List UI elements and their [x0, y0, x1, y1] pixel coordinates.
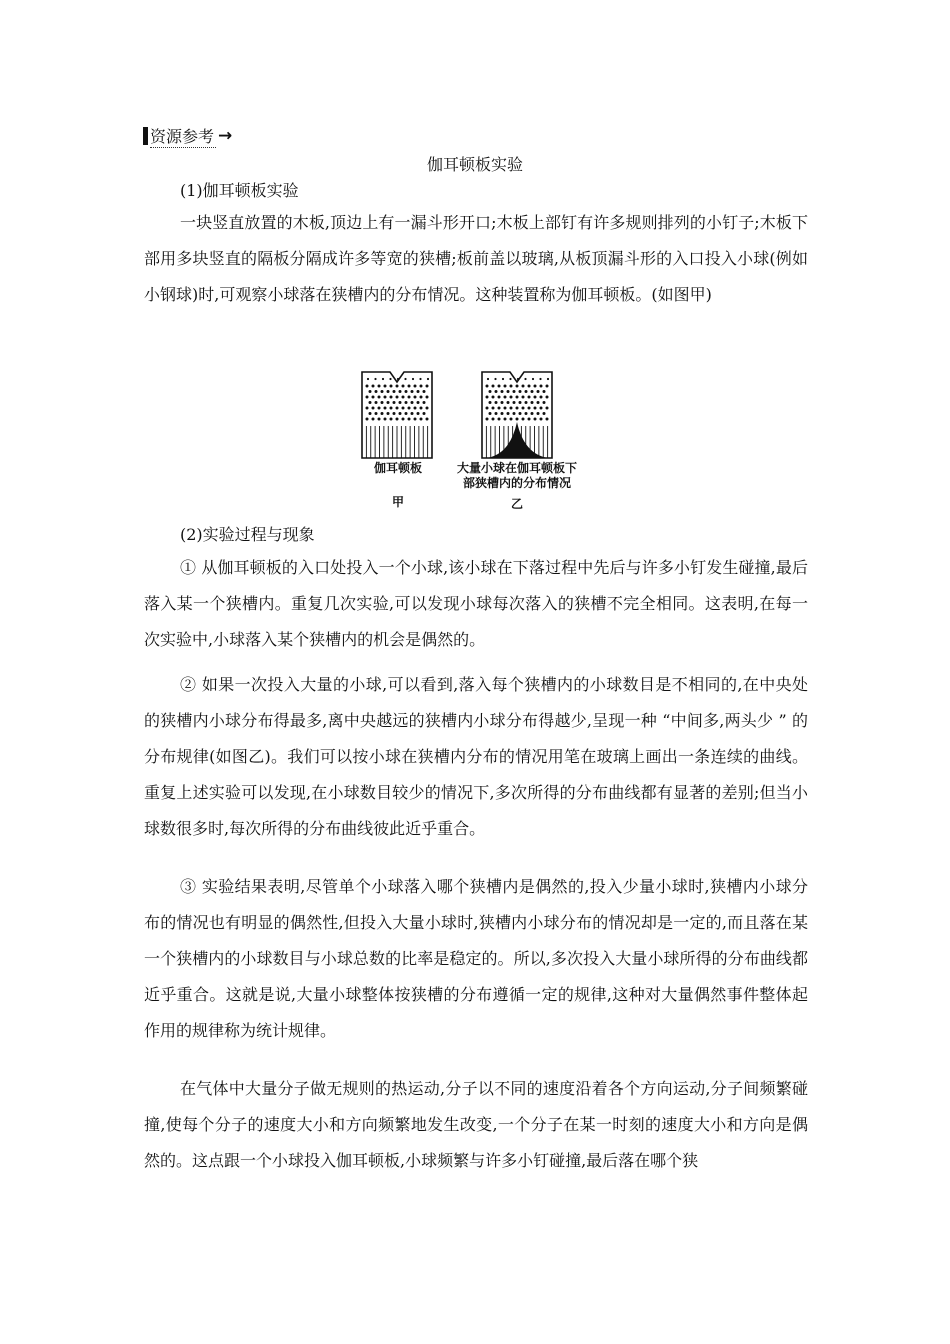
peg-dot: [402, 385, 405, 388]
right-caption-line2: 部狭槽内的分布情况: [462, 476, 571, 490]
peg-dot: [372, 407, 375, 410]
peg-dot: [486, 418, 489, 421]
peg-dot: [396, 407, 399, 410]
peg-dot: [381, 390, 384, 393]
peg-dot: [543, 412, 546, 415]
peg-dot: [528, 396, 531, 399]
right-label: 乙: [510, 497, 523, 511]
peg-dot: [519, 390, 522, 393]
peg-dot: [408, 407, 411, 410]
peg-dot: [408, 396, 411, 399]
peg-dot: [396, 396, 399, 399]
peg-dot: [411, 412, 414, 415]
peg-dot: [372, 418, 375, 421]
peg-dot: [507, 401, 510, 404]
peg-dot: [414, 407, 417, 410]
peg-dot: [540, 418, 543, 421]
peg-dot: [501, 390, 504, 393]
section2-heading: (2)实验过程与现象: [180, 525, 315, 544]
peg-dot: [411, 390, 414, 393]
peg-dot: [423, 412, 426, 415]
peg-dot: [417, 401, 420, 404]
peg-dot: [507, 390, 510, 393]
peg-dot: [384, 396, 387, 399]
peg-dot: [378, 396, 381, 399]
peg-dot: [498, 396, 501, 399]
peg-dot: [528, 418, 531, 421]
peg-dot: [420, 418, 423, 421]
peg-dot: [537, 412, 540, 415]
peg-dot: [504, 396, 507, 399]
peg-dot: [531, 412, 534, 415]
peg-dot: [420, 385, 423, 388]
peg-dot: [525, 412, 528, 415]
peg-dot: [543, 401, 546, 404]
peg-dot: [426, 407, 429, 410]
peg-dot: [498, 385, 501, 388]
left-caption: 伽耳顿板: [373, 461, 422, 475]
peg-dot: [547, 378, 549, 380]
section2-paragraph-3: ③ 实验结果表明,尽管单个小球落入哪个狭槽内是偶然的,投入少量小球时,狭槽内小球分布的情况也有明显的偶然性,但投入大量小球时,狭槽内小球分布的情况却是一定的,而且落在某一个狭槽内的小球数目与小球总数的比率是稳定的。所以,多次投入大量小球所得的分布曲线都近乎重合。这就是说,大量小球整体按狭槽的分布遵循一定的规律,这种对大量偶然事件整体起作用的规律称为统计规律。: [144, 877, 808, 1040]
peg-dot: [492, 396, 495, 399]
peg-dot: [507, 412, 510, 415]
peg-dot: [384, 418, 387, 421]
peg-dot: [378, 407, 381, 410]
peg-dot: [546, 385, 549, 388]
peg-dot: [525, 390, 528, 393]
peg-dot: [420, 396, 423, 399]
peg-dot: [510, 385, 513, 388]
peg-dot: [516, 385, 519, 388]
peg-dot: [534, 418, 537, 421]
peg-dot: [375, 390, 378, 393]
peg-dot: [399, 412, 402, 415]
peg-dot: [399, 390, 402, 393]
peg-dot: [522, 396, 525, 399]
peg-dot: [412, 378, 414, 380]
peg-dot: [486, 407, 489, 410]
peg-dot: [397, 378, 399, 380]
peg-dot: [387, 412, 390, 415]
peg-dot: [414, 418, 417, 421]
peg-dot: [393, 401, 396, 404]
section2-paragraph-1: ① 从伽耳顿板的入口处投入一个小球,该小球在下落过程中先后与许多小钉发生碰撞,最后落入某一个狭槽内。重复几次实验,可以发现小球每次落入的狭槽不完全相同。这表明,在每一次实验中,小球落入某个狭槽内的机会是偶然的。: [144, 558, 808, 649]
peg-dot: [414, 385, 417, 388]
section2-paragraph-2: ② 如果一次投入大量的小球,可以看到,落入每个狭槽内的小球数目是不相同的,在中央处的狭槽内小球分布得最多,离中央越远的狭槽内小球分布得越少,呈现一种 “中间多,两头少 ” 的分布规律(如图乙)。我们可以按小球在狭槽内分布的情况用笔在玻璃上画出一条连续的曲线。重复上述实验可以发现,在小球数目较少的情况下,多次所得的分布曲线都有显著的差别;但当小球数很多时,每次所得的分布曲线彼此近乎重合。: [144, 675, 808, 838]
header-bar: [143, 127, 148, 145]
peg-dot: [408, 418, 411, 421]
peg-dot: [534, 385, 537, 388]
peg-dot: [372, 385, 375, 388]
peg-dot: [381, 412, 384, 415]
peg-dot: [537, 390, 540, 393]
peg-dot: [393, 412, 396, 415]
peg-dot: [504, 385, 507, 388]
peg-dot: [492, 385, 495, 388]
peg-dot: [492, 418, 495, 421]
peg-dot: [510, 396, 513, 399]
peg-dot: [528, 407, 531, 410]
peg-dot: [513, 401, 516, 404]
peg-dot: [516, 396, 519, 399]
peg-dot: [509, 378, 511, 380]
peg-dot: [408, 385, 411, 388]
peg-dot: [426, 396, 429, 399]
peg-dot: [405, 401, 408, 404]
peg-dot: [396, 385, 399, 388]
peg-dot: [420, 407, 423, 410]
peg-dot: [423, 390, 426, 393]
peg-dot: [405, 390, 408, 393]
peg-dot: [510, 407, 513, 410]
galton-board-left: [362, 372, 432, 458]
peg-dot: [405, 412, 408, 415]
peg-dot: [402, 407, 405, 410]
peg-dot: [524, 378, 526, 380]
peg-dot: [367, 378, 369, 380]
peg-dot: [426, 418, 429, 421]
peg-dot: [426, 385, 429, 388]
peg-dot: [375, 412, 378, 415]
peg-dot: [528, 385, 531, 388]
peg-dot: [519, 412, 522, 415]
peg-dot: [504, 418, 507, 421]
peg-dot: [487, 378, 489, 380]
peg-dot: [423, 401, 426, 404]
peg-dot: [489, 412, 492, 415]
peg-dot: [486, 396, 489, 399]
resource-header-label: 资源参考: [150, 124, 216, 148]
peg-dot: [417, 412, 420, 415]
peg-dot: [414, 396, 417, 399]
peg-dot: [517, 378, 519, 380]
peg-dot: [366, 396, 369, 399]
peg-dot: [374, 378, 376, 380]
peg-dot: [486, 385, 489, 388]
peg-dot: [540, 396, 543, 399]
peg-dot: [540, 385, 543, 388]
section2-paragraph-4: 在气体中大量分子做无规则的热运动,分子以不同的速度沿着各个方向运动,分子间频繁碰撞,使每个分子的速度大小和方向频繁地发生改变,一个分子在某一时刻的速度大小和方向是偶然的。这点跟一个小球投入伽耳顿板,小球频繁与许多小钉碰撞,最后落在哪个狭: [144, 1079, 808, 1170]
peg-dot: [366, 418, 369, 421]
right-caption-line1: 大量小球在伽耳顿板下: [456, 461, 577, 475]
peg-dot: [522, 407, 525, 410]
peg-dot: [540, 407, 543, 410]
peg-dot: [519, 401, 522, 404]
peg-dot: [390, 396, 393, 399]
peg-dot: [495, 401, 498, 404]
peg-dot: [531, 401, 534, 404]
peg-dot: [522, 385, 525, 388]
peg-dot: [369, 390, 372, 393]
peg-dot: [546, 418, 549, 421]
peg-dot: [495, 390, 498, 393]
peg-dot: [390, 407, 393, 410]
peg-dot: [387, 401, 390, 404]
peg-dot: [384, 407, 387, 410]
peg-dot: [369, 401, 372, 404]
peg-dot: [513, 412, 516, 415]
peg-dot: [532, 378, 534, 380]
peg-dot: [501, 401, 504, 404]
peg-dot: [546, 396, 549, 399]
peg-dot: [404, 378, 406, 380]
peg-dot: [381, 401, 384, 404]
peg-dot: [489, 401, 492, 404]
peg-dot: [396, 418, 399, 421]
peg-dot: [378, 385, 381, 388]
arrow-icon: →: [218, 126, 233, 146]
peg-dot: [375, 401, 378, 404]
peg-dot: [510, 418, 513, 421]
peg-dot: [402, 396, 405, 399]
peg-dot: [534, 396, 537, 399]
peg-dot: [387, 390, 390, 393]
resource-header: [143, 124, 232, 148]
peg-dot: [501, 412, 504, 415]
peg-dot: [502, 378, 504, 380]
peg-dot: [495, 412, 498, 415]
page-title: 伽耳顿板实验: [426, 155, 523, 174]
peg-dot: [402, 418, 405, 421]
peg-dot: [543, 390, 546, 393]
peg-dot: [419, 378, 421, 380]
peg-dot: [513, 390, 516, 393]
peg-dot: [537, 401, 540, 404]
peg-dot: [366, 385, 369, 388]
peg-dot: [531, 390, 534, 393]
peg-dot: [492, 407, 495, 410]
peg-dot: [539, 378, 541, 380]
peg-dot: [389, 378, 391, 380]
peg-dot: [427, 378, 429, 380]
peg-dot: [522, 418, 525, 421]
peg-dot: [378, 418, 381, 421]
peg-dot: [366, 407, 369, 410]
peg-dot: [494, 378, 496, 380]
peg-dot: [489, 390, 492, 393]
galton-board-right: [482, 372, 552, 458]
peg-dot: [516, 418, 519, 421]
peg-dot: [390, 418, 393, 421]
peg-dot: [393, 390, 396, 393]
peg-dot: [382, 378, 384, 380]
peg-dot: [399, 401, 402, 404]
peg-dot: [372, 396, 375, 399]
peg-dot: [411, 401, 414, 404]
peg-dot: [498, 407, 501, 410]
peg-dot: [390, 385, 393, 388]
peg-dot: [516, 407, 519, 410]
peg-dot: [546, 407, 549, 410]
peg-dot: [384, 385, 387, 388]
section1-heading: (1)伽耳顿板实验: [180, 181, 299, 200]
peg-dot: [498, 418, 501, 421]
peg-dot: [369, 412, 372, 415]
left-label: 甲: [391, 495, 404, 509]
peg-dot: [504, 407, 507, 410]
galton-board-figure: [350, 364, 610, 514]
peg-dot: [417, 390, 420, 393]
section1-paragraph: 一块竖直放置的木板,顶边上有一漏斗形开口;木板上部钉有许多规则排列的小钉子;木板下部用多块竖直的隔板分隔成许多等宽的狭槽;板前盖以玻璃,从板顶漏斗形的入口投入小球(例如小钢球)时,可观察小球落在狭槽内的分布情况。这种装置称为伽耳顿板。(如图甲): [144, 213, 808, 304]
peg-dot: [534, 407, 537, 410]
galton-board-diagram: [350, 364, 610, 514]
peg-dot: [525, 401, 528, 404]
